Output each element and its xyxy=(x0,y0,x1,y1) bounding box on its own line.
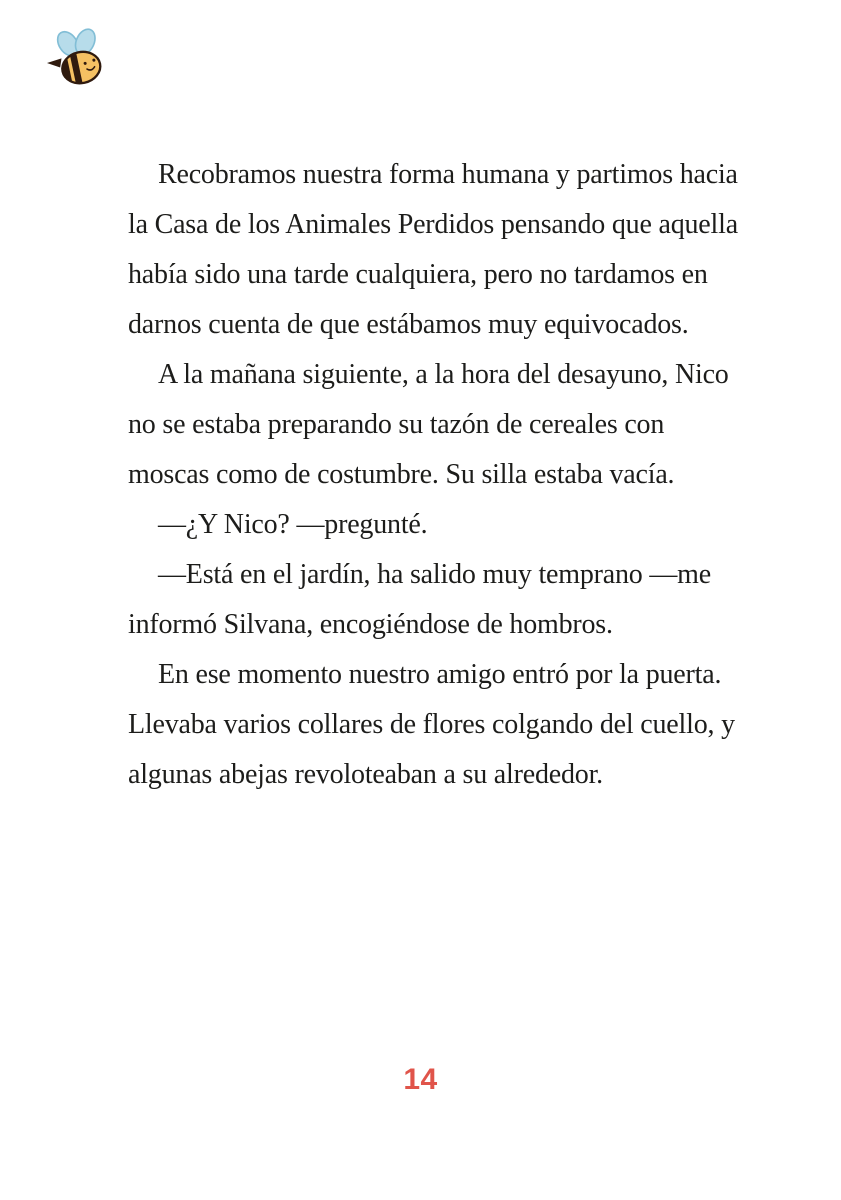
bee-icon-svg xyxy=(44,24,112,90)
paragraph: A la mañana siguiente, a la hora del desayuno, Nico no se estaba preparando su tazón de cereales con moscas como de costumbre. Su silla estaba vacía. xyxy=(128,359,729,490)
paragraph: Recobramos nuestra forma humana y partimos hacia la Casa de los Animales Perdidos pensando que aquella había sido una tarde cualquiera, pero no tardamos en darnos cuenta de que estábamos muy equivocados. xyxy=(128,159,738,340)
page-number: 14 xyxy=(403,1063,438,1096)
dialogue-paragraph: —¿Y Nico? —pregunté. xyxy=(158,509,428,540)
paragraph: En ese momento nuestro amigo entró por la puerta. Llevaba varios collares de flores colgando del cuello, y algunas abejas revoloteaban a su alrededor. xyxy=(128,659,735,790)
story-text xyxy=(128,150,748,800)
dialogue-paragraph: —Está en el jardín, ha salido muy temprano —me informó Silvana, encogiéndose de hombros. xyxy=(128,559,711,640)
bee-icon xyxy=(44,24,112,90)
bee-stinger xyxy=(47,58,62,67)
